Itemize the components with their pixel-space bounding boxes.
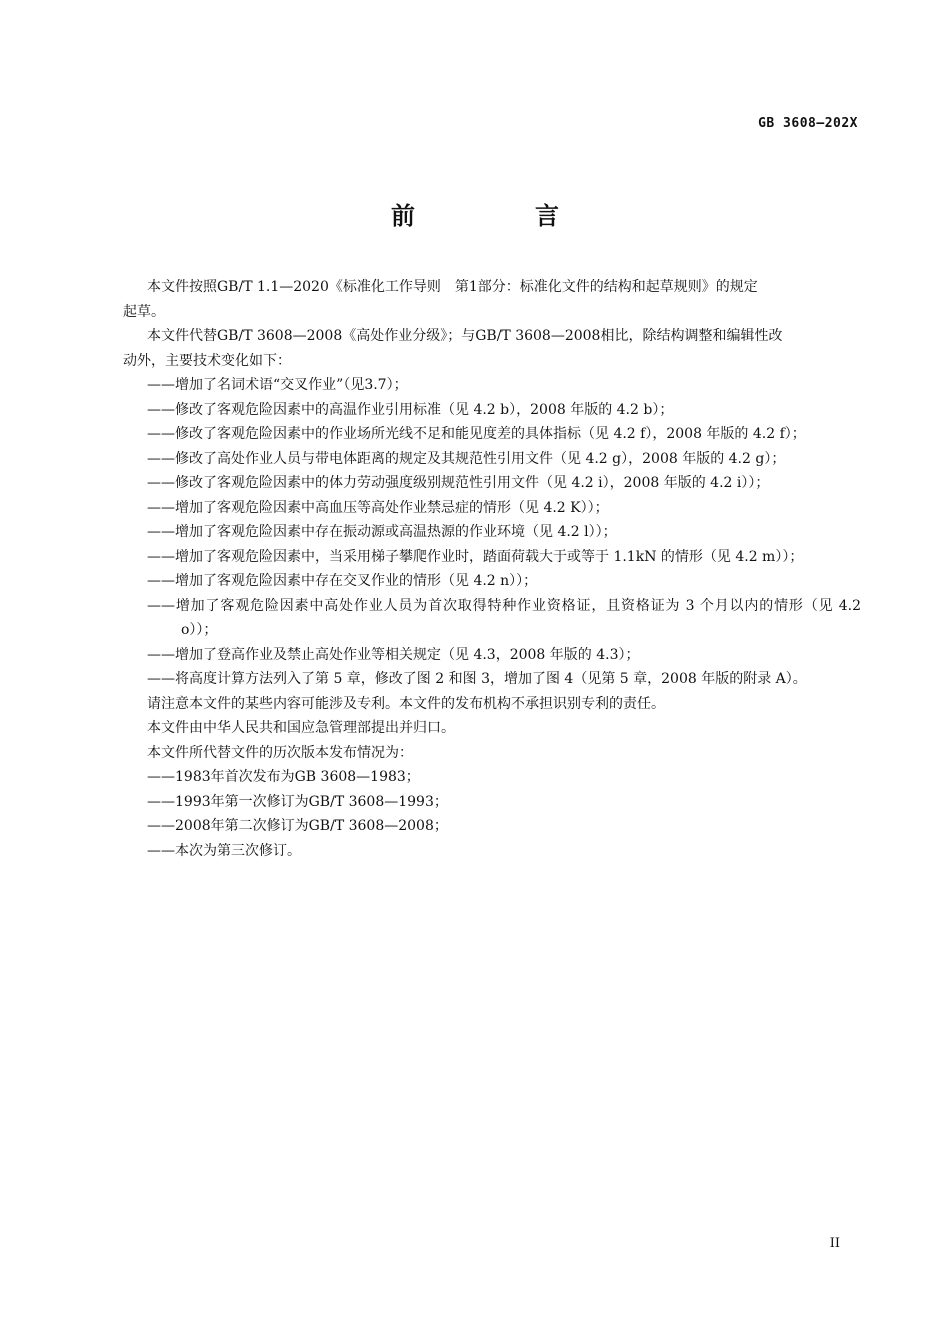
- history-item: ——本次为第三次修订。: [147, 842, 301, 859]
- list-item: ——增加了登高作业及禁止高处作业等相关规定（见 4.3，2008 年版的 4.3）；: [147, 646, 640, 663]
- patent-notice: 请注意本文件的某些内容可能涉及专利。本文件的发布机构不承担识别专利的责任。: [147, 695, 665, 712]
- intro-paragraph: 本文件代替GB/T 3608—2008《高处作业分级》；与GB/T 3608—2008相比，除结构调整和编辑性改 动外，主要技术变化如下：: [123, 328, 783, 369]
- foreword-body: [123, 275, 861, 863]
- list-item: ——修改了客观危险因素中的高温作业引用标准（见 4.2 b），2008 年版的 4.2 b）；: [147, 401, 674, 418]
- list-item: ——增加了客观危险因素中存在交叉作业的情形（见 4.2 n））；: [147, 573, 538, 589]
- list-item: ——修改了高处作业人员与带电体距离的规定及其规范性引用文件（见 4.2 g），2008 年版的 4.2 g）；: [147, 450, 786, 467]
- history-item: ——1983年首次发布为GB 3608—1983；: [147, 769, 420, 785]
- list-item: ——修改了客观危险因素中的体力劳动强度级别规范性引用文件（见 4.2 i），2008 年版的 4.2 i））；: [147, 475, 770, 491]
- list-item: ——增加了客观危险因素中高处作业人员为首次取得特种作业资格证，且资格证为 3 个月以内的情形（见 4.2 o））；: [147, 597, 861, 638]
- list-item: ——将高度计算方法列入了第 5 章，修改了图 2 和图 3，增加了图 4（见第 5 章，2008 年版的附录 A）。: [147, 671, 807, 687]
- list-item: ——增加了客观危险因素中，当采用梯子攀爬作业时，踏面荷载大于或等于 1.1kN 的情形（见 4.2 m））；: [147, 548, 804, 565]
- page-number: II: [829, 1236, 840, 1251]
- intro-paragraph: 本文件按照GB/T 1.1—2020《标准化工作导则 第1部分：标准化文件的结构和起草规则》的规定 起草。: [123, 279, 758, 320]
- page-title: 前 言: [391, 202, 607, 230]
- history-item: ——2008年第二次修订为GB/T 3608—2008；: [147, 818, 448, 834]
- list-item: ——增加了名词术语“交叉作业”（见3.7）；: [147, 377, 408, 393]
- history-item: ——1993年第一次修订为GB/T 3608—1993；: [147, 793, 448, 810]
- list-item: ——增加了客观危险因素中高血压等高处作业禁忌症的情形（见 4.2 K））；: [147, 499, 609, 516]
- proposer-statement: 本文件由中华人民共和国应急管理部提出并归口。: [147, 720, 455, 736]
- list-item: ——修改了客观危险因素中的作业场所光线不足和能见度差的具体指标（见 4.2 f），2008 年版的 4.2 f）；: [147, 426, 806, 442]
- history-heading: 本文件所代替文件的历次版本发布情况为：: [147, 744, 413, 761]
- document-code: GB 3608—202X: [758, 116, 858, 131]
- list-item: ——增加了客观危险因素中存在振动源或高温热源的作业环境（见 4.2 l））；: [147, 524, 617, 540]
